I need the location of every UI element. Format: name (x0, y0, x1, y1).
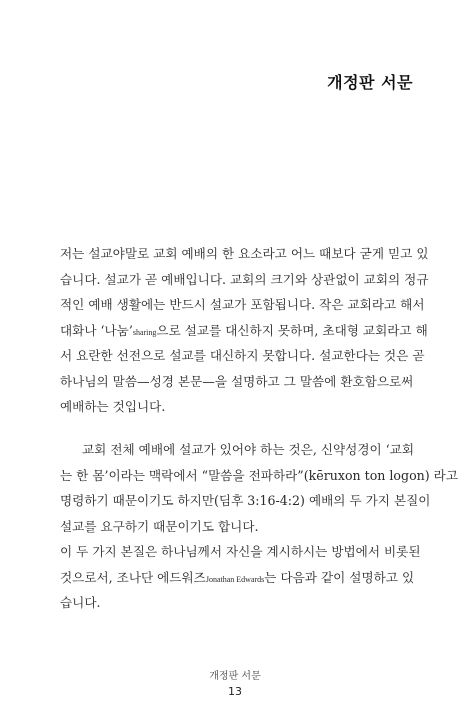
chapter-title: 개정판 서문 (327, 73, 413, 92)
text-segment: 것으로서, 조나단 에드워즈 (60, 569, 206, 585)
text-line: 교회 전체 예배에 설교가 있어야 하는 것은, 신약성경이 ‘교회 (82, 442, 415, 457)
text-segment: 대화나 ‘나눔’ (60, 322, 133, 338)
text-line: 서 요란한 선전으로 설교를 대신하지 못합니다. 설교한다는 것은 곧 (60, 348, 425, 363)
text-line: 는 한 몸’이라는 맥락에서 “말씀을 전파하라”(kēruxon ton logon) 라고 (60, 467, 459, 483)
text-segment: 는 다음과 같이 설명하고 있 (264, 569, 415, 585)
text-line: 이 두 가지 본질은 하나님께서 자신을 계시하시는 방법에서 비롯된 (60, 544, 421, 559)
text-line: 적인 예배 생활에는 반드시 설교가 포함됩니다. 작은 교회라고 해서 (60, 297, 425, 312)
running-footer-title: 개정판 서문 (209, 671, 261, 682)
text-segment: 으로 설교를 대신하지 못하며, 초대형 교회라고 해 (156, 322, 428, 338)
text-line: 명령하기 때문이기도 하지만(딤후 3:16-4:2) 예배의 두 가지 본질이 (60, 493, 431, 508)
text-line: 습니다. (60, 595, 101, 610)
text-line (60, 565, 415, 591)
paragraph-1 (60, 241, 429, 420)
page-number: 13 (228, 685, 242, 698)
text-line: 저는 설교야말로 교회 예배의 한 요소라고 어느 때보다 굳게 믿고 있 (60, 246, 429, 261)
paragraph-2-3 (60, 437, 459, 616)
text-line: 습니다. 설교가 곧 예배입니다. 교회의 크기와 상관없이 교회의 정규 (60, 271, 429, 287)
text-line: 설교를 요구하기 때문이기도 합니다. (60, 518, 259, 534)
english-gloss: Jonathan Edwards (205, 574, 265, 584)
text-line (60, 318, 428, 344)
english-gloss: sharing (132, 327, 157, 337)
text-line: 하나님의 말씀—성경 본문—을 설명하고 그 말씀에 환호함으로써 (60, 373, 414, 389)
text-line: 예배하는 것입니다. (60, 399, 166, 414)
